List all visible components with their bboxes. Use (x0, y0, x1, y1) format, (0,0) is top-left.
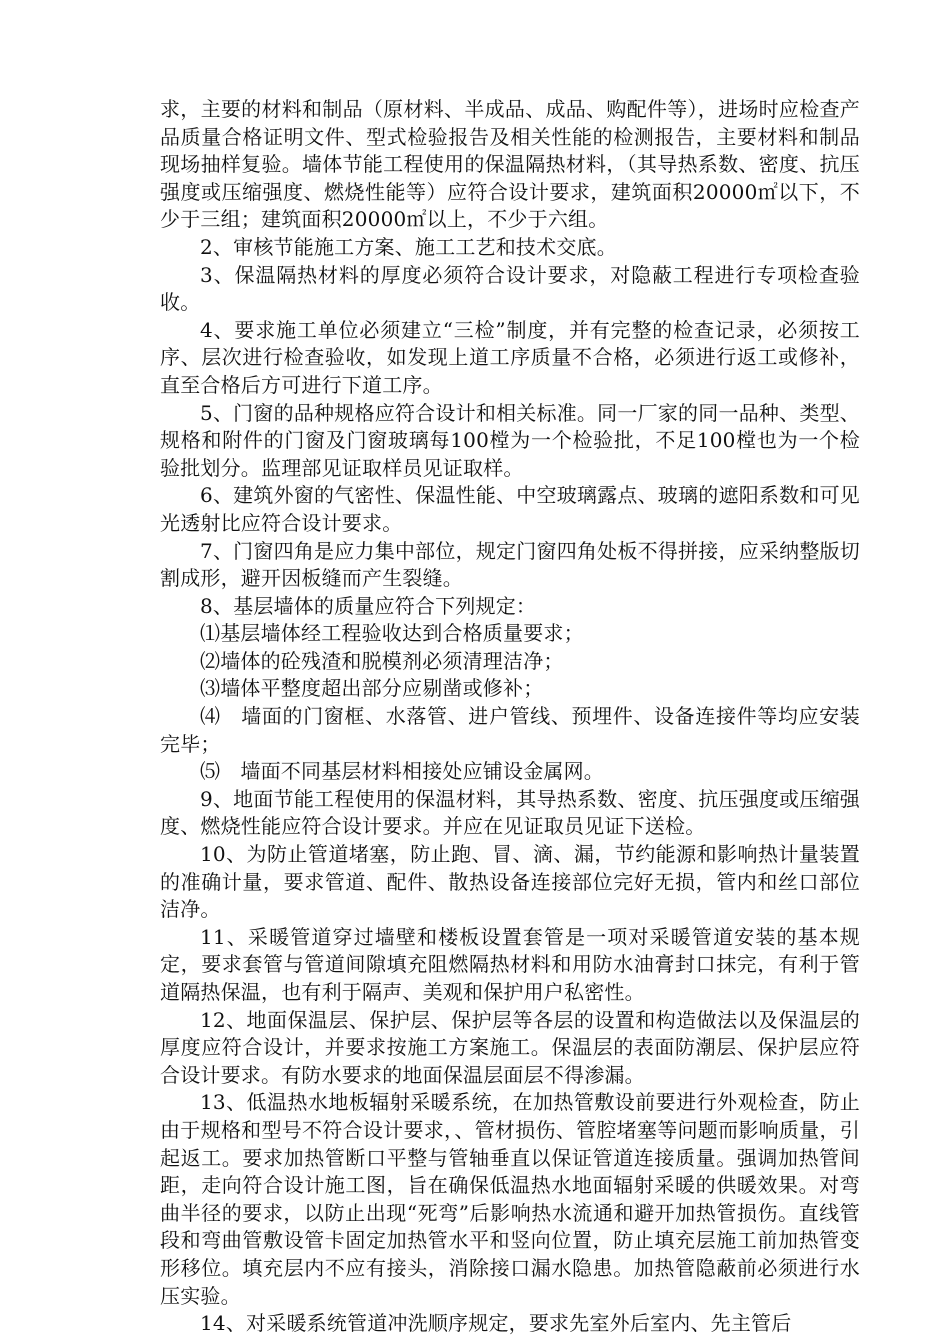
paragraph-item-7: 7、门窗四角是应力集中部位，规定门窗四角处板不得拼接，应采纳整版切割成形，避开因板缝而产生裂缝。 (160, 538, 860, 591)
paragraph-subitem-2: ⑵墙体的砼残渣和脱模剂必须清理洁净； (200, 648, 564, 673)
paragraph-subitem-4: ⑷ 墙面的门窗框、水落管、进户管线、预埋件、设备连接件等均应安装完毕； (160, 704, 860, 756)
paragraph-item-13: 13、低温热水地板辐射采暖系统，在加热管敷设前要进行外观检查，防止由于规格和型号不符合设计要求，、管材损伤、管腔堵塞等问题而影响质量，引起返工。要求加热管断口平整与管轴垂直以保证管道连接质量。强调加热管间距，走向符合设计施工图，旨在确保低温热水地面辐射采暖的供暖效果。对弯曲半径的要求，以防止出现“死弯”后影响热水流通和避开加热管损伤。直线管段和弯曲管敷设管卡固定加热管水平和竖向位置，防止填充层施工前加热管变形移位。填充层内不应有接头，消除接口漏水隐患。加热管隐蔽前必须进行水压实验。 (160, 1090, 860, 1308)
paragraph-item-2: 2、审核节能施工方案、施工工艺和技术交底。 (200, 234, 617, 259)
paragraph-item-4: 4、要求施工单位必须建立“三检”制度，并有完整的检查记录，必须按工序、层次进行检查验收，如发现上道工序质量不合格，必须进行返工或修补，直至合格后方可进行下道工序。 (160, 317, 860, 397)
paragraph-subitem-1: ⑴基层墙体经工程验收达到合格质量要求； (200, 621, 584, 646)
paragraph-item-12: 12、地面保温层、保护层、保护层等各层的设置和构造做法以及保温层的厚度应符合设计，并要求按施工方案施工。保温层的表面防潮层、保护层应符合设计要求。有防水要求的地面保温层面层不得渗漏。 (160, 1007, 860, 1087)
paragraph-subitem-3: ⑶墙体平整度超出部分应剔凿或修补； (200, 676, 544, 701)
paragraph-item-9: 9、地面节能工程使用的保温材料，其导热系数、密度、抗压强度或压缩强度、燃烧性能应符合设计要求。并应在见证取员见证下送检。 (160, 786, 860, 839)
paragraph-item-11: 11、采暖管道穿过墙壁和楼板设置套管是一项对采暖管道安装的基本规定，要求套管与管道间隙填充阻燃隔热材料和用防水油膏封口抹完，有利于管道隔热保温，也有利于隔声、美观和保护用户私密性。 (160, 924, 860, 1004)
paragraph-item-5: 5、门窗的品种规格应符合设计和相关标准。同一厂家的同一品种、类型、规格和附件的门窗及门窗玻璃每100樘为一个检验批，不足100樘也为一个检验批划分。监理部见证取样员见证取样。 (160, 400, 860, 480)
paragraph-item-14: 14、对采暖系统管道冲洗顺序规定，要求先室外后室内、先主管后 (200, 1311, 792, 1336)
paragraph-item-8: 8、基层墙体的质量应符合下列规定： (200, 593, 537, 618)
paragraph-subitem-5: ⑸ 墙面不同基层材料相接处应铺设金属网。 (200, 759, 604, 784)
paragraph-item-10: 10、为防止管道堵塞，防止跑、冒、滴、漏，节约能源和影响热计量装置的准确计量，要求管道、配件、散热设备连接部位完好无损，管内和丝口部位洁净。 (160, 842, 860, 922)
document-body (160, 96, 860, 1338)
paragraph-item-6: 6、建筑外窗的气密性、保温性能、中空玻璃露点、玻璃的遮阳系数和可见光透射比应符合设计要求。 (160, 483, 860, 535)
paragraph-item-3: 3、保温隔热材料的厚度必须符合设计要求，对隐蔽工程进行专项检查验收。 (160, 262, 860, 315)
paragraph-continued-requirements: 求，主要的材料和制品（原材料、半成品、成品、购配件等），进场时应检查产品质量合格证明文件、型式检验报告及相关性能的检测报告，主要材料和制品现场抽样复验。墙体节能工程使用的保温隔热材料，（其导热系数、密度、抗压强度或压缩强度、燃烧性能等）应符合设计要求，建筑面积20000㎡以下，不少于三组；建筑面积20000㎡以上，不少于六组。 (160, 97, 860, 232)
